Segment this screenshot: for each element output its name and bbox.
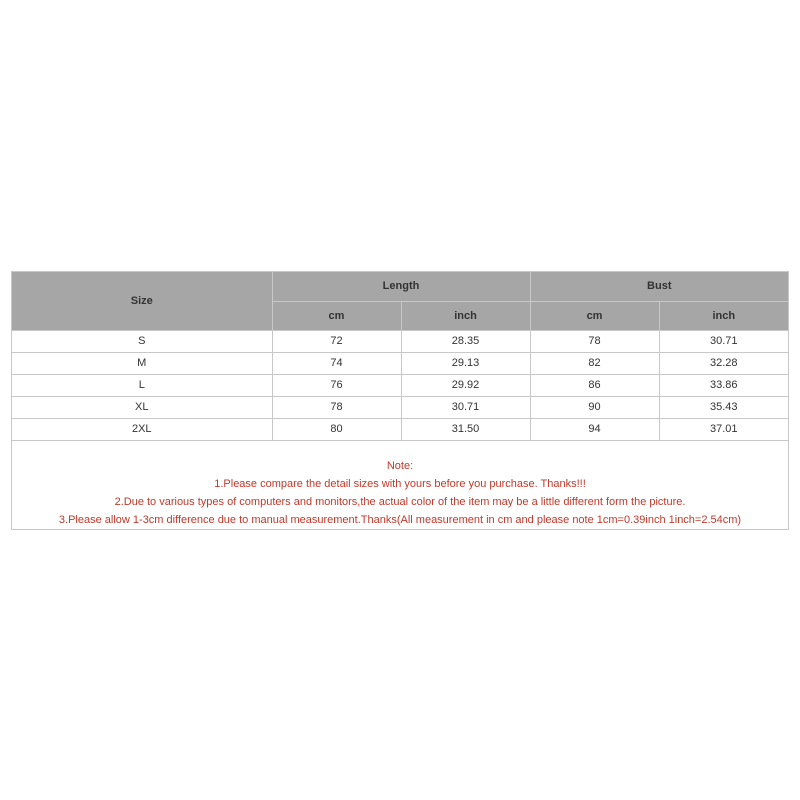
length-group-header: Length [272,272,530,302]
bust-inch-cell: 33.86 [659,375,788,397]
note-line-1: 1.Please compare the detail sizes with yours before you purchase. Thanks!!! [214,478,586,490]
notes-row [12,441,788,530]
bust-cm-cell: 86 [530,375,659,397]
size-chart [11,271,789,530]
length-cm-header: cm [272,302,401,331]
bust-inch-cell: 37.01 [659,419,788,441]
size-cell: M [12,353,272,375]
length-cm-cell: 80 [272,419,401,441]
length-inch-cell: 29.13 [401,353,530,375]
table-row [12,397,788,419]
length-cm-cell: 74 [272,353,401,375]
length-inch-cell: 30.71 [401,397,530,419]
bust-cm-cell: 90 [530,397,659,419]
note-line-2: 2.Due to various types of computers and monitors,the actual color of the item may be a little different form the picture. [114,496,686,508]
bust-inch-cell: 30.71 [659,331,788,353]
length-inch-cell: 29.92 [401,375,530,397]
table-row [12,353,788,375]
bust-inch-header: inch [659,302,788,331]
length-cm-cell: 78 [272,397,401,419]
size-cell: XL [12,397,272,419]
size-table [12,272,788,529]
note-line-3: 3.Please allow 1-3cm difference due to manual measurement.Thanks(All measurement in cm and please note 1cm=0.39inch 1inch=2.54cm) [58,514,742,526]
bust-inch-cell: 32.28 [659,353,788,375]
table-row [12,375,788,397]
bust-cm-cell: 82 [530,353,659,375]
notes-block [12,441,788,530]
size-column-header: Size [12,272,272,331]
length-cm-cell: 76 [272,375,401,397]
length-inch-header: inch [401,302,530,331]
bust-cm-cell: 78 [530,331,659,353]
size-cell: S [12,331,272,353]
bust-group-header: Bust [530,272,788,302]
bust-inch-cell: 35.43 [659,397,788,419]
size-cell: 2XL [12,419,272,441]
bust-cm-cell: 94 [530,419,659,441]
bust-cm-header: cm [530,302,659,331]
size-cell: L [12,375,272,397]
table-row [12,419,788,441]
header-row-groups [12,272,788,302]
length-cm-cell: 72 [272,331,401,353]
length-inch-cell: 28.35 [401,331,530,353]
note-title: Note: [386,460,414,472]
length-inch-cell: 31.50 [401,419,530,441]
table-row [12,331,788,353]
